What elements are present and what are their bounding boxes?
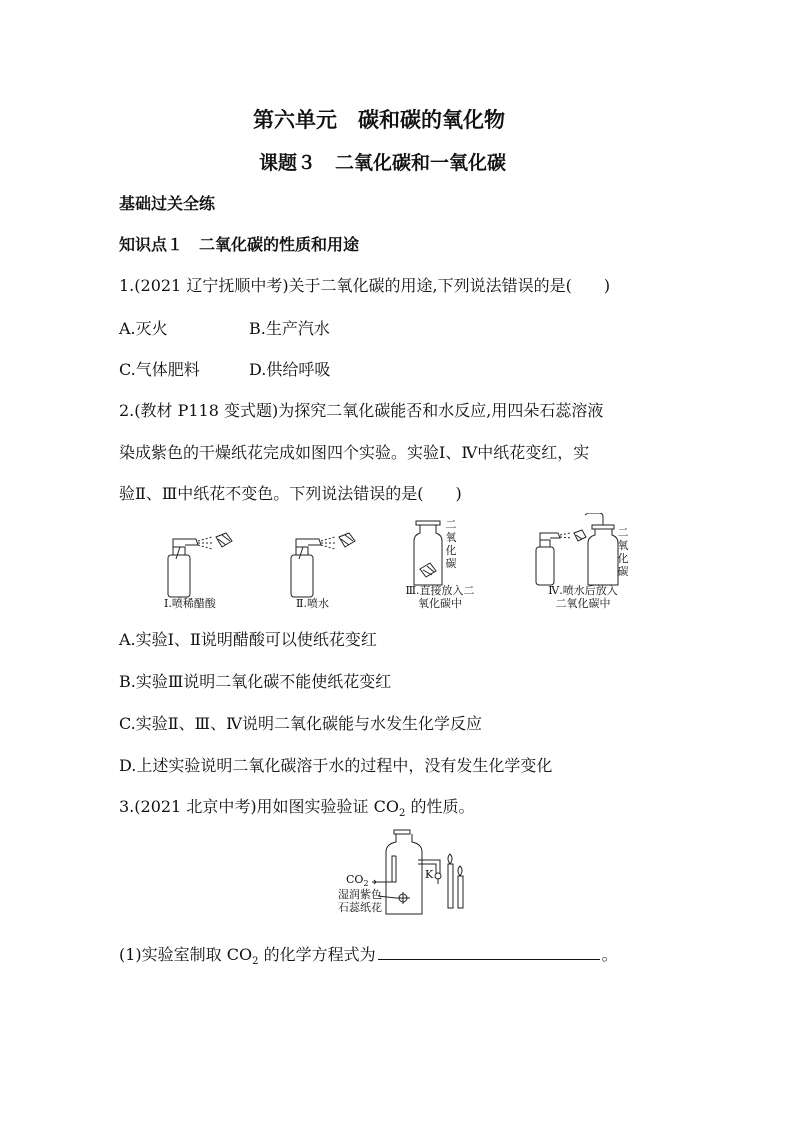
caption-experiment-3: [395, 584, 485, 610]
q1-stem: 1.(2021 辽宁抚顺中考)关于二氧化碳的用途,下列说法错误的是( ): [119, 276, 611, 295]
caption-line: 氧化碳中: [418, 597, 462, 610]
caption-experiment-4: [533, 584, 633, 610]
q2-option-a: A.实验Ⅰ、Ⅱ说明醋酸可以使纸花变红: [119, 630, 377, 649]
q3-sub1-text-end: 的化学方程式为: [258, 945, 376, 964]
caption-line: 二氧化碳中: [555, 597, 611, 610]
spray-bottle-diagram-1: [160, 525, 250, 600]
q1-option-c: C.气体肥料: [119, 360, 200, 379]
label-char: 碳: [617, 565, 629, 578]
label-char: 二: [617, 526, 629, 539]
paper-flower-label: [332, 888, 388, 914]
q3-stem: [119, 794, 474, 819]
q1-option-b: B.生产汽水: [249, 319, 330, 338]
q3-sub1-subscript: 2: [252, 956, 259, 968]
label-char: 碳: [445, 557, 457, 570]
q3-stem-subscript: 2: [399, 808, 406, 820]
spray-and-jar-diagram-4: [530, 513, 630, 589]
label-char: 氧: [617, 539, 629, 552]
knowledge-point-heading: 知识点１ 二氧化碳的性质和用途: [119, 235, 360, 254]
valve-k-label: K: [425, 868, 434, 881]
jar-label-4: [616, 526, 630, 578]
label-char: 氧: [445, 531, 457, 544]
q2-stem-line-3: 验Ⅱ、Ⅲ中纸花不变色。下列说法错误的是( ): [119, 484, 462, 503]
unit-title: 第六单元 碳和碳的氧化物: [253, 108, 505, 132]
spray-bottle-diagram-2: [283, 525, 373, 600]
q3-stem-end: 的性质。: [405, 797, 475, 816]
jar-label-3: [444, 518, 458, 570]
q3-subquestion-1: [119, 942, 618, 967]
caption-line: Ⅳ.喷水后放入: [548, 584, 618, 597]
label-char: 化: [617, 552, 629, 565]
q3-apparatus-figure: [330, 828, 480, 916]
label-char: 二: [445, 518, 457, 531]
q3-sub1-text: (1)实验室制取 CO: [119, 945, 253, 964]
co2-inlet-label: [346, 873, 369, 888]
co2-label-subscript: 2: [363, 879, 369, 889]
q2-option-b: B.实验Ⅲ说明二氧化碳不能使纸花变红: [119, 672, 392, 691]
gas-jar-diagram-3: [408, 517, 478, 589]
q2-option-c: C.实验Ⅱ、Ⅲ、Ⅳ说明二氧化碳能与水发生化学反应: [119, 714, 483, 733]
caption-experiment-1: Ⅰ.喷稀醋酸: [164, 597, 216, 610]
paper-label-line: 湿润紫色: [338, 888, 382, 901]
answer-blank[interactable]: [378, 945, 600, 960]
section-heading: 基础过关全练: [119, 194, 216, 213]
lesson-title: 课题３ 二氧化碳和一氧化碳: [259, 152, 507, 174]
q2-experiment-figure: [150, 513, 670, 613]
co2-label: CO: [346, 873, 364, 886]
q3-stem-text: 3.(2021 北京中考)用如图实验验证 CO: [119, 797, 400, 816]
q3-sub1-period: 。: [601, 945, 618, 964]
caption-experiment-2: Ⅱ.喷水: [296, 597, 329, 610]
caption-line: Ⅲ.直接放入二: [405, 584, 475, 597]
label-char: 化: [445, 544, 457, 557]
q2-stem-line-2: 染成紫色的干燥纸花完成如图四个实验。实验Ⅰ、Ⅳ中纸花变红，实: [119, 443, 590, 462]
q2-option-d: D.上述实验说明二氧化碳溶于水的过程中，没有发生化学变化: [119, 756, 553, 775]
q1-option-a: A.灭火: [119, 319, 168, 338]
q2-stem-line-1: 2.(教材 P118 变式题)为探究二氧化碳能否和水反应,用四朵石蕊溶液: [119, 401, 604, 420]
q1-option-d: D.供给呼吸: [249, 360, 331, 379]
paper-label-line: 石蕊纸花: [338, 901, 382, 914]
